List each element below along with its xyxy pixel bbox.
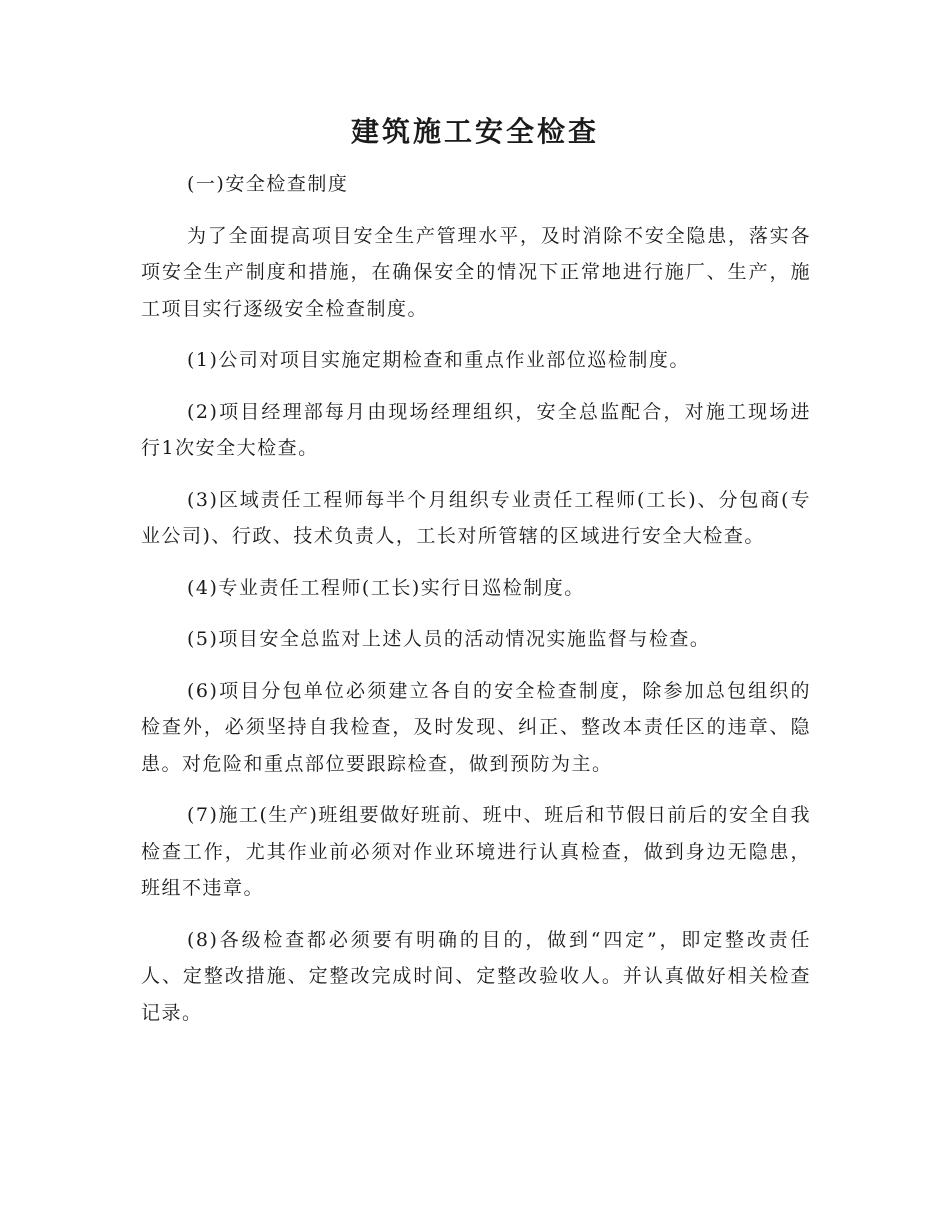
list-item-3: (3)区域责任工程师每半个月组织专业责任工程师(工长)、分包商(专业公司)、行政、技术负责人，工长对所管辖的区域进行安全大检查。 <box>141 488 811 547</box>
list-item-8: (8)各级检查都必须要有明确的目的，做到“四定”，即定整改责任人、定整改措施、定整改完成时间、定整改验收人。并认真做好相关检查记录。 <box>141 928 811 1024</box>
section-heading: (一)安全检查制度 <box>187 173 349 195</box>
document-title: 建筑施工安全检查 <box>350 115 599 148</box>
list-item-7: (7)施工(生产)班组要做好班前、班中、班后和节假日前后的安全自我检查工作，尤其作业前必须对作业环境进行认真检查，做到身边无隐患，班组不违章。 <box>141 804 811 899</box>
list-item-4: (4)专业责任工程师(工长)实行日巡检制度。 <box>187 576 585 599</box>
intro-paragraph: 为了全面提高项目安全生产管理水平，及时消除不安全隐患，落实各项安全生产制度和措施，在确保安全的情况下正常地进行施厂、生产，施工项目实行逐级安全检查制度。 <box>141 224 811 320</box>
list-item-1: (1)公司对项目实施定期检查和重点作业部位巡检制度。 <box>187 349 690 371</box>
list-item-5: (5)项目安全总监对上述人员的活动情况实施监督与检查。 <box>187 628 711 650</box>
list-item-2: (2)项目经理部每月由现场经理组织，安全总监配合，对施工现场进行1次安全大检查。 <box>141 400 811 459</box>
list-item-6: (6)项目分包单位必须建立各自的安全检查制度，除参加总包组织的检查外，必须坚持自我检查，及时发现、纠正、整改本责任区的违章、隐患。对危险和重点部位要跟踪检查，做到预防为主。 <box>141 679 811 775</box>
document-body <box>141 166 811 1046</box>
